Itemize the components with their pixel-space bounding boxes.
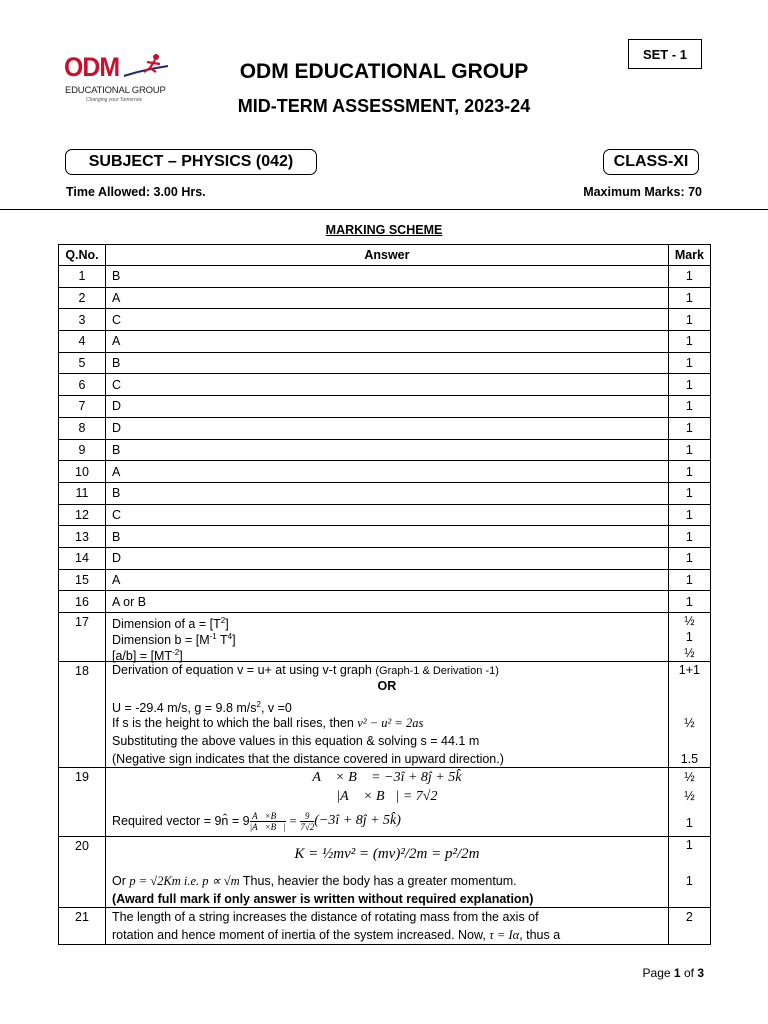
qno: 19 bbox=[59, 768, 106, 837]
qno: 8 bbox=[59, 417, 106, 439]
mark: 1 1 bbox=[668, 837, 710, 908]
logo-name: EDUCATIONAL GROUP bbox=[65, 85, 166, 96]
table-row-q20 bbox=[59, 837, 711, 908]
mark: ½ 1 ½ bbox=[668, 613, 710, 662]
answer: A bbox=[106, 287, 669, 309]
answer: A or B bbox=[106, 591, 669, 613]
table-row bbox=[59, 331, 711, 353]
mark: 1 bbox=[668, 569, 710, 591]
answer: B bbox=[106, 266, 669, 288]
table-row bbox=[59, 461, 711, 483]
table-row bbox=[59, 569, 711, 591]
scheme-title: MARKING SCHEME bbox=[325, 223, 443, 237]
qno: 7 bbox=[59, 396, 106, 418]
qno: 4 bbox=[59, 331, 106, 353]
header-mark: Mark bbox=[668, 245, 710, 266]
max-marks: Maximum Marks: 70 bbox=[583, 185, 702, 199]
table-row bbox=[59, 504, 711, 526]
table-row-q21 bbox=[59, 908, 711, 945]
table-row-q19 bbox=[59, 768, 711, 837]
mark: 1 bbox=[668, 439, 710, 461]
answer: A bbox=[106, 461, 669, 483]
answer: B bbox=[106, 352, 669, 374]
org-title: ODM EDUCATIONAL GROUP bbox=[239, 60, 529, 83]
mark: 1 bbox=[668, 417, 710, 439]
page-number: Page 1 of 3 bbox=[642, 966, 704, 980]
class-box: CLASS-XI bbox=[603, 149, 699, 175]
table-row bbox=[59, 287, 711, 309]
exam-title: MID-TERM ASSESSMENT, 2023-24 bbox=[237, 96, 531, 116]
header-answer: Answer bbox=[106, 245, 669, 266]
qno: 3 bbox=[59, 309, 106, 331]
mark: 1 bbox=[668, 396, 710, 418]
table-row bbox=[59, 526, 711, 548]
qno: 13 bbox=[59, 526, 106, 548]
answer: Dimension of $a = [T^2]$ Dimension $b = [M^{-1}$ $T^4$] $[a/b] = [MT^{-2}]$ bbox=[106, 613, 669, 662]
qno: 9 bbox=[59, 439, 106, 461]
answer: B bbox=[106, 482, 669, 504]
mark: 1 bbox=[668, 504, 710, 526]
qno: 2 bbox=[59, 287, 106, 309]
answer: C bbox=[106, 504, 669, 526]
answer: C bbox=[106, 374, 669, 396]
table-row bbox=[59, 417, 711, 439]
table-row bbox=[59, 547, 711, 569]
answer: D bbox=[106, 547, 669, 569]
mark: 1 bbox=[668, 352, 710, 374]
answer: C bbox=[106, 309, 669, 331]
answer: A⃗ × B⃗ = −3î + 8ĵ + 5k̂ |A⃗ × B⃗| = 7√2 Required vector = 9n̂ = 9 $\frac{A⃗\times B⃗}{|A⃗\times B⃗|}$ = $\frac{9}{7√2}$ (−3î + 8ĵ + 5k̂) bbox=[106, 768, 669, 837]
mark: 1 bbox=[668, 287, 710, 309]
mark: 1 bbox=[668, 526, 710, 548]
mark: 2 bbox=[668, 908, 710, 945]
answer: D bbox=[106, 396, 669, 418]
answer: A bbox=[106, 569, 669, 591]
qno: 10 bbox=[59, 461, 106, 483]
mark: 1+1 ½ 1.5 bbox=[668, 662, 710, 768]
qno: 12 bbox=[59, 504, 106, 526]
mark: 1 bbox=[668, 461, 710, 483]
mark: 1 bbox=[668, 266, 710, 288]
table-row bbox=[59, 591, 711, 613]
answer: A bbox=[106, 331, 669, 353]
qno: 11 bbox=[59, 482, 106, 504]
qno: 16 bbox=[59, 591, 106, 613]
qno: 21 bbox=[59, 908, 106, 945]
table-row bbox=[59, 309, 711, 331]
marking-table bbox=[58, 244, 711, 945]
mark: 1 bbox=[668, 482, 710, 504]
answer: K = ½mv² = (mv)²/2m = p²/2m Or p = √2Km i.e. p ∝ √m Thus, heavier the body has a greater momentum. (Award full mark if only answer is written without required explanation) bbox=[106, 837, 669, 908]
mark: 1 bbox=[668, 591, 710, 613]
table-row bbox=[59, 439, 711, 461]
answer: B bbox=[106, 526, 669, 548]
answer: B bbox=[106, 439, 669, 461]
mark: 1 bbox=[668, 309, 710, 331]
answer: The length of a string increases the distance of rotating mass from the axis of rotation and hence moment of inertia of the system increased. Now, τ = Iα, thus a bbox=[106, 908, 669, 945]
table-row bbox=[59, 352, 711, 374]
table-row bbox=[59, 266, 711, 288]
table-header-row bbox=[59, 245, 711, 266]
qno: 6 bbox=[59, 374, 106, 396]
divider bbox=[0, 209, 768, 210]
logo-tagline: Changing your Tomorrow bbox=[86, 97, 142, 103]
mcq-rows bbox=[59, 266, 711, 613]
qno: 15 bbox=[59, 569, 106, 591]
table-row bbox=[59, 396, 711, 418]
mark: 1 bbox=[668, 547, 710, 569]
qno: 14 bbox=[59, 547, 106, 569]
table-row-q17 bbox=[59, 613, 711, 662]
qno: 1 bbox=[59, 266, 106, 288]
set-label: SET - 1 bbox=[628, 39, 702, 69]
logo-brand: ODM bbox=[64, 52, 120, 82]
header-qno: Q.No. bbox=[59, 245, 106, 266]
time-allowed: Time Allowed: 3.00 Hrs. bbox=[66, 185, 206, 199]
qno: 18 bbox=[59, 662, 106, 768]
table-row bbox=[59, 374, 711, 396]
mark: ½ ½ 1 bbox=[668, 768, 710, 837]
subject-box: SUBJECT – PHYSICS (042) bbox=[65, 149, 317, 175]
answer: D bbox=[106, 417, 669, 439]
table-row bbox=[59, 482, 711, 504]
qno: 5 bbox=[59, 352, 106, 374]
qno: 20 bbox=[59, 837, 106, 908]
answer: Derivation of equation v = u+ at using v-t graph (Graph-1 & Derivation -1) OR U = -29.4 m/s, g = 9.8 $m/s^2$, v =0 If s is the height to which the ball rises, then v² − u² = 2as Substituting the above values in this equation & solving s = 44.1 m (Negative sign indicates that the distance covered in upward direction.) bbox=[106, 662, 669, 768]
mark: 1 bbox=[668, 374, 710, 396]
table-row-q18 bbox=[59, 662, 711, 768]
qno: 17 bbox=[59, 613, 106, 662]
mark: 1 bbox=[668, 331, 710, 353]
